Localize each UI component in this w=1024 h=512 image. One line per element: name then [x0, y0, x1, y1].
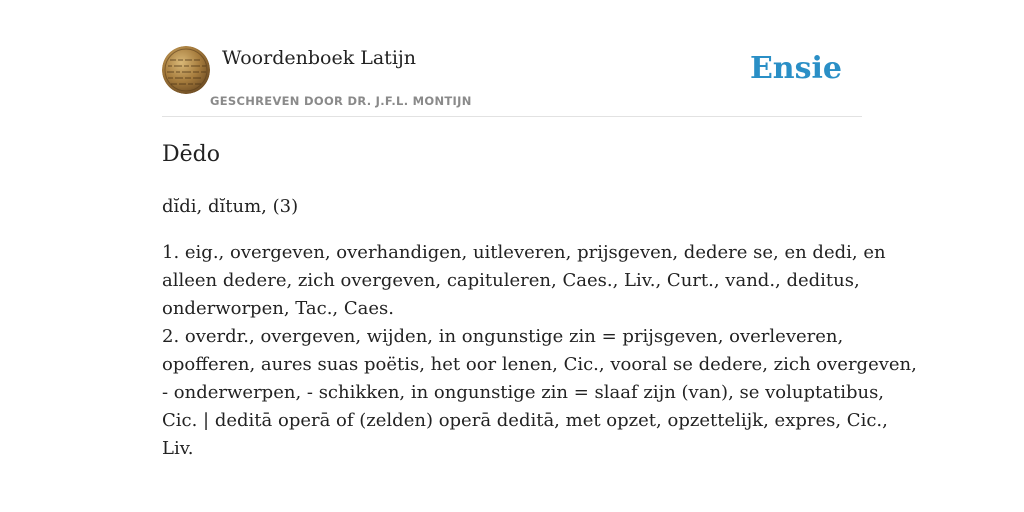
- definition-line: alleen dedere, zich overgeven, capituleren, Caes., Liv., Curt., vand., deditus,: [162, 270, 860, 291]
- brand-logo-link[interactable]: Ensie: [749, 51, 842, 86]
- definition-line: onderworpen, Tac., Caes.: [162, 298, 394, 319]
- definition-line: 1. eig., overgeven, overhandigen, uitleveren, prijsgeven, dedere se, en dedi, en: [162, 242, 886, 263]
- definition-line: opofferen, aures suas poëtis, het oor lenen, Cic., vooral se dedere, zich overgeven,: [162, 354, 917, 375]
- author-byline: GESCHREVEN DOOR DR. J.F.L. MONTIJN: [210, 94, 472, 108]
- definition-line: Liv.: [162, 438, 194, 459]
- definition-line: - onderwerpen, - schikken, in ongunstige zin = slaaf zijn (van), se voluptatibus,: [162, 382, 885, 403]
- definition-line: 2. overdr., overgeven, wijden, in ongunstige zin = prijsgeven, overleveren,: [162, 326, 844, 347]
- entry-definition: [162, 239, 917, 463]
- entry-forms: dĭdi, dĭtum, (3): [162, 196, 299, 217]
- definition-line: Cic. | deditā operā of (zelden) operā deditā, met opzet, opzettelijk, expres, Cic.,: [162, 410, 888, 431]
- coin-inscription-icon: [162, 46, 210, 94]
- entry-title: Dēdo: [162, 142, 220, 167]
- book-title[interactable]: Woordenboek Latijn: [222, 47, 417, 69]
- header: [162, 0, 862, 117]
- avatar[interactable]: [162, 46, 210, 94]
- page: [162, 0, 917, 459]
